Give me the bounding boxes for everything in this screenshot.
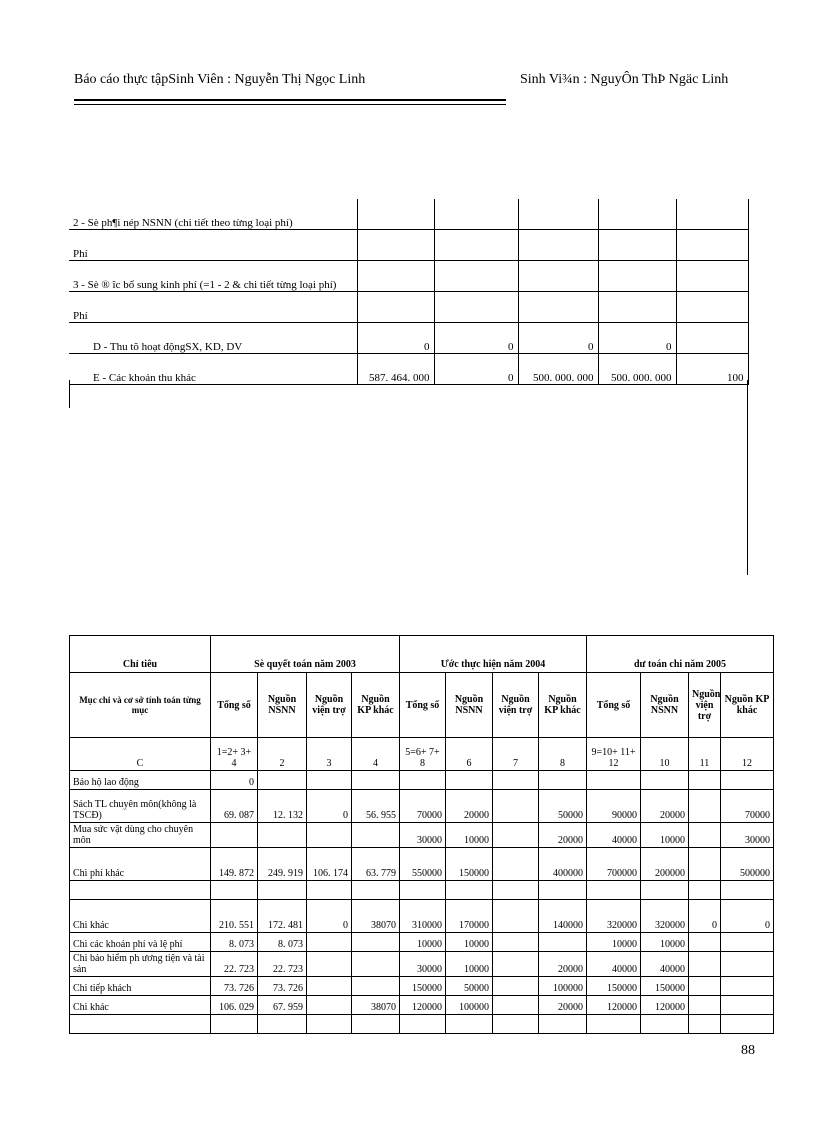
index-cell: 12: [721, 738, 774, 771]
value-cell: [307, 771, 352, 790]
value-cell: [641, 881, 689, 900]
value-cell: 90000: [587, 790, 641, 823]
value-cell: [434, 261, 518, 292]
row-label: Chi các khoản phí và lệ phí: [70, 933, 211, 952]
value-cell: 8. 073: [258, 933, 307, 952]
value-cell: [721, 933, 774, 952]
value-cell: [434, 199, 518, 230]
index-cell: 8: [539, 738, 587, 771]
value-cell: [493, 790, 539, 823]
value-cell: [689, 790, 721, 823]
value-cell: [689, 823, 721, 848]
value-cell: 120000: [641, 996, 689, 1015]
value-cell: [211, 1015, 258, 1034]
value-cell: 149. 872: [211, 848, 258, 881]
value-cell: 30000: [721, 823, 774, 848]
table-row: [70, 996, 774, 1015]
value-cell: [676, 230, 748, 261]
table-row: [70, 952, 774, 977]
value-cell: [689, 771, 721, 790]
value-cell: [307, 823, 352, 848]
table-border-right: [747, 380, 748, 575]
value-cell: [539, 881, 587, 900]
column-header: Nguồn viện trợ: [493, 673, 539, 738]
column-header: Nguồn KP khác: [352, 673, 400, 738]
table-row: [70, 881, 774, 900]
column-header: Nguồn viện trợ: [689, 673, 721, 738]
value-cell: [493, 996, 539, 1015]
value-cell: 0: [357, 323, 434, 354]
value-cell: [400, 881, 446, 900]
value-cell: 69. 087: [211, 790, 258, 823]
value-cell: [493, 1015, 539, 1034]
value-cell: 0: [307, 900, 352, 933]
value-cell: [434, 292, 518, 323]
value-cell: [211, 823, 258, 848]
column-header: Nguồn KP khác: [539, 673, 587, 738]
value-cell: 100: [676, 354, 748, 385]
value-cell: [689, 977, 721, 996]
index-cell: 5=6+ 7+ 8: [400, 738, 446, 771]
value-cell: [493, 933, 539, 952]
value-cell: [400, 1015, 446, 1034]
table-row: [70, 848, 774, 881]
row-label: Chi khác: [70, 900, 211, 933]
column-header: Tổng số: [400, 673, 446, 738]
value-cell: 210. 551: [211, 900, 258, 933]
page-number: 88: [741, 1043, 755, 1058]
value-cell: 38070: [352, 900, 400, 933]
value-cell: 400000: [539, 848, 587, 881]
table-row: [70, 790, 774, 823]
muc-chi-header: Mục chi và cơ sở tính toán từng mục: [70, 673, 211, 738]
value-cell: [493, 952, 539, 977]
column-header: Nguồn KP khác: [721, 673, 774, 738]
value-cell: 500. 000. 000: [518, 354, 598, 385]
value-cell: [493, 771, 539, 790]
value-cell: [493, 823, 539, 848]
value-cell: [307, 933, 352, 952]
value-cell: 20000: [446, 790, 493, 823]
expense-table: [69, 635, 774, 1034]
value-cell: 70000: [721, 790, 774, 823]
value-cell: 70000: [400, 790, 446, 823]
value-cell: [689, 933, 721, 952]
value-cell: [307, 1015, 352, 1034]
value-cell: [211, 881, 258, 900]
column-header: Nguồn NSNN: [641, 673, 689, 738]
value-cell: [598, 230, 676, 261]
value-cell: 30000: [400, 823, 446, 848]
table-row: [69, 261, 748, 292]
column-header: Tổng số: [211, 673, 258, 738]
value-cell: 320000: [587, 900, 641, 933]
value-cell: [641, 771, 689, 790]
column-header: Tổng số: [587, 673, 641, 738]
index-cell: 2: [258, 738, 307, 771]
value-cell: [446, 881, 493, 900]
value-cell: 10000: [446, 952, 493, 977]
value-cell: [307, 996, 352, 1015]
value-cell: 310000: [400, 900, 446, 933]
value-cell: [352, 952, 400, 977]
table-row: [70, 1015, 774, 1034]
header-left-title: Báo cáo thực tậpSinh Viên : Nguyễn Thị Ngọc Linh: [74, 72, 366, 87]
header-rule-thin: [74, 104, 506, 105]
value-cell: 249. 919: [258, 848, 307, 881]
row-label: D - Thu tõ hoạt độngSX, KD, DV: [69, 323, 357, 354]
table-row: [70, 771, 774, 790]
value-cell: 8. 073: [211, 933, 258, 952]
value-cell: 0: [721, 900, 774, 933]
value-cell: [357, 230, 434, 261]
value-cell: [400, 771, 446, 790]
value-cell: [493, 848, 539, 881]
value-cell: [676, 199, 748, 230]
value-cell: 200000: [641, 848, 689, 881]
row-label: Chi bảo hiểm ph ương tiện và tài sản: [70, 952, 211, 977]
value-cell: [721, 1015, 774, 1034]
value-cell: 40000: [587, 952, 641, 977]
value-cell: 120000: [400, 996, 446, 1015]
value-cell: 40000: [587, 823, 641, 848]
value-cell: [357, 261, 434, 292]
value-cell: [434, 230, 518, 261]
row-label: Bảo hộ lao động: [70, 771, 211, 790]
value-cell: 100000: [539, 977, 587, 996]
value-cell: 150000: [400, 977, 446, 996]
value-cell: [539, 771, 587, 790]
value-cell: [307, 881, 352, 900]
value-cell: 73. 726: [211, 977, 258, 996]
value-cell: 0: [434, 323, 518, 354]
row-label: 3 - Sè ® îc bổ sung kinh phí (=1 - 2 & chi tiết từng loại phí): [69, 261, 357, 292]
value-cell: 0: [689, 900, 721, 933]
row-label: Chi tiếp khách: [70, 977, 211, 996]
value-cell: [352, 977, 400, 996]
table-row: [70, 933, 774, 952]
index-cell: 7: [493, 738, 539, 771]
value-cell: 22. 723: [211, 952, 258, 977]
row-label: Phí: [69, 292, 357, 323]
table-row: [69, 230, 748, 261]
value-cell: [676, 292, 748, 323]
value-cell: [721, 977, 774, 996]
value-cell: [641, 1015, 689, 1034]
index-cell: 9=10+ 11+ 12: [587, 738, 641, 771]
value-cell: [352, 933, 400, 952]
value-cell: 170000: [446, 900, 493, 933]
value-cell: [689, 1015, 721, 1034]
value-cell: 73. 726: [258, 977, 307, 996]
value-cell: 0: [598, 323, 676, 354]
value-cell: 100000: [446, 996, 493, 1015]
value-cell: [518, 230, 598, 261]
table-row: [69, 199, 748, 230]
value-cell: 0: [518, 323, 598, 354]
value-cell: 10000: [641, 933, 689, 952]
value-cell: [307, 977, 352, 996]
value-cell: [689, 848, 721, 881]
value-cell: 550000: [400, 848, 446, 881]
value-cell: [493, 900, 539, 933]
table-border-left: [69, 380, 70, 408]
value-cell: 150000: [446, 848, 493, 881]
value-cell: 30000: [400, 952, 446, 977]
value-cell: [307, 952, 352, 977]
value-cell: [598, 261, 676, 292]
row-label: Chi khác: [70, 996, 211, 1015]
value-cell: [689, 952, 721, 977]
value-cell: 500. 000. 000: [598, 354, 676, 385]
row-label: Sách TL chuyên môn(không là TSCĐ): [70, 790, 211, 823]
value-cell: 500000: [721, 848, 774, 881]
header-rule-thick: [74, 99, 506, 101]
row-label: Chi phí khác: [70, 848, 211, 881]
value-cell: [352, 823, 400, 848]
group-2005-header: dư toán chi năm 2005: [587, 636, 774, 673]
value-cell: 12. 132: [258, 790, 307, 823]
value-cell: 700000: [587, 848, 641, 881]
index-row: [70, 738, 774, 771]
table-row: [69, 323, 748, 354]
value-cell: [721, 771, 774, 790]
sub-header-row: [70, 673, 774, 738]
value-cell: [587, 1015, 641, 1034]
value-cell: 320000: [641, 900, 689, 933]
value-cell: 20000: [641, 790, 689, 823]
index-cell: 3: [307, 738, 352, 771]
value-cell: 106. 174: [307, 848, 352, 881]
column-header: Nguồn NSNN: [258, 673, 307, 738]
value-cell: [446, 771, 493, 790]
column-header: Nguồn viện trợ: [307, 673, 352, 738]
value-cell: [676, 261, 748, 292]
group-2004-header: Ước thực hiện năm 2004: [400, 636, 587, 673]
index-cell: 4: [352, 738, 400, 771]
value-cell: 106. 029: [211, 996, 258, 1015]
value-cell: [357, 292, 434, 323]
value-cell: 10000: [641, 823, 689, 848]
value-cell: 172. 481: [258, 900, 307, 933]
value-cell: [518, 261, 598, 292]
value-cell: [352, 771, 400, 790]
revenue-table: [69, 199, 749, 385]
value-cell: [598, 199, 676, 230]
value-cell: 10000: [400, 933, 446, 952]
value-cell: [357, 199, 434, 230]
value-cell: 22. 723: [258, 952, 307, 977]
row-label: [70, 1015, 211, 1034]
value-cell: [258, 881, 307, 900]
value-cell: 0: [434, 354, 518, 385]
chi-tieu-header: Chỉ tiêu: [70, 636, 211, 673]
value-cell: 10000: [446, 933, 493, 952]
value-cell: 140000: [539, 900, 587, 933]
value-cell: [721, 952, 774, 977]
row-label: Mua sức vật dùng cho chuyên môn: [70, 823, 211, 848]
value-cell: 20000: [539, 996, 587, 1015]
value-cell: 50000: [539, 790, 587, 823]
index-cell: 11: [689, 738, 721, 771]
value-cell: [539, 933, 587, 952]
value-cell: 150000: [641, 977, 689, 996]
value-cell: 40000: [641, 952, 689, 977]
value-cell: [493, 881, 539, 900]
value-cell: [352, 1015, 400, 1034]
table-row: [70, 900, 774, 933]
row-label: [70, 881, 211, 900]
index-cell: 10: [641, 738, 689, 771]
value-cell: 120000: [587, 996, 641, 1015]
table-row: [69, 354, 748, 385]
value-cell: 50000: [446, 977, 493, 996]
value-cell: 150000: [587, 977, 641, 996]
value-cell: [518, 199, 598, 230]
row-label: Phí: [69, 230, 357, 261]
value-cell: [258, 1015, 307, 1034]
index-cell: C: [70, 738, 211, 771]
value-cell: 20000: [539, 952, 587, 977]
header-right-title: Sinh Vi¾n : NguyÔn ThÞ Ngäc Linh: [520, 72, 729, 87]
index-cell: 6: [446, 738, 493, 771]
value-cell: 67. 959: [258, 996, 307, 1015]
value-cell: [587, 881, 641, 900]
value-cell: 587. 464. 000: [357, 354, 434, 385]
value-cell: [539, 1015, 587, 1034]
value-cell: [587, 771, 641, 790]
value-cell: [352, 881, 400, 900]
value-cell: [689, 881, 721, 900]
value-cell: 56. 955: [352, 790, 400, 823]
value-cell: [493, 977, 539, 996]
column-header: Nguồn NSNN: [446, 673, 493, 738]
value-cell: [518, 292, 598, 323]
index-cell: 1=2+ 3+ 4: [211, 738, 258, 771]
value-cell: [258, 823, 307, 848]
value-cell: 63. 779: [352, 848, 400, 881]
value-cell: 20000: [539, 823, 587, 848]
table-row: [69, 292, 748, 323]
value-cell: [446, 1015, 493, 1034]
group-2003-header: Sè quyết toán năm 2003: [211, 636, 400, 673]
value-cell: 38070: [352, 996, 400, 1015]
value-cell: [598, 292, 676, 323]
table-row: [70, 823, 774, 848]
value-cell: 0: [211, 771, 258, 790]
value-cell: [258, 771, 307, 790]
row-label: 2 - Sè ph¶i nép NSNN (chi tiết theo từng loại phí): [69, 199, 357, 230]
value-cell: 10000: [446, 823, 493, 848]
value-cell: [689, 996, 721, 1015]
value-cell: [721, 881, 774, 900]
table-row: [70, 977, 774, 996]
value-cell: [721, 996, 774, 1015]
value-cell: 0: [307, 790, 352, 823]
row-label: E - Các khoản thu khác: [69, 354, 357, 385]
value-cell: 10000: [587, 933, 641, 952]
group-header-row: [70, 636, 774, 673]
value-cell: [676, 323, 748, 354]
